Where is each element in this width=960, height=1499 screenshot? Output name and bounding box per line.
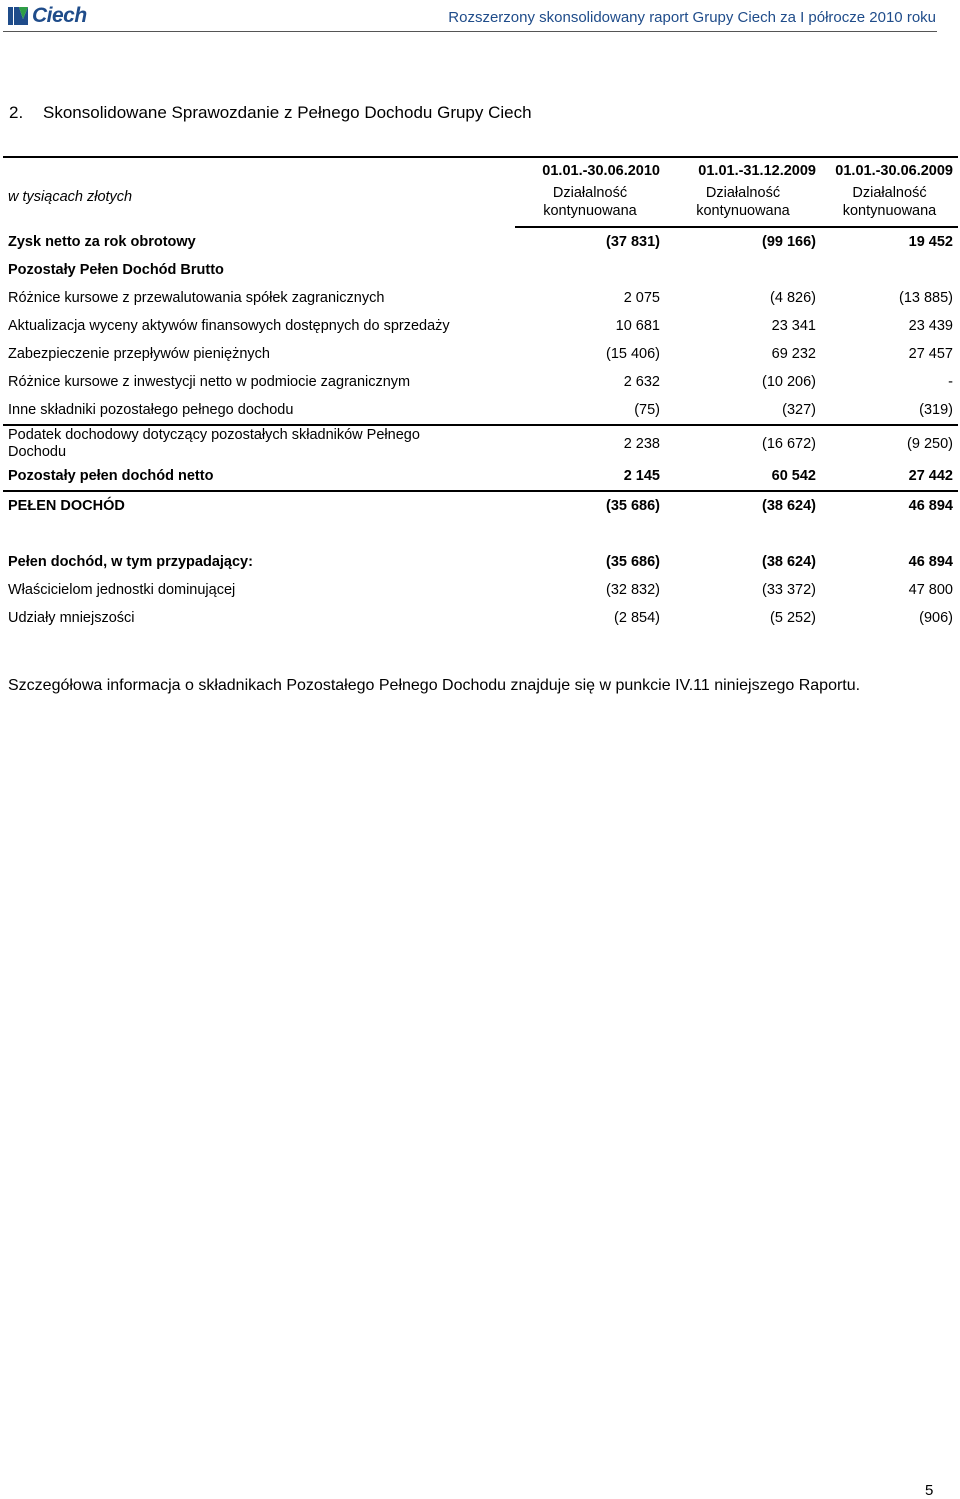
row-value: 27 457: [908, 346, 953, 362]
row-value: (35 686): [605, 554, 660, 570]
row-value: 23 341: [771, 318, 816, 334]
section-title: Skonsolidowane Sprawozdanie z Pełnego Dochodu Grupy Ciech: [43, 103, 532, 122]
row-value: (37 831): [605, 234, 660, 250]
column-subtitle: Działalność: [705, 185, 781, 201]
section-heading: [9, 103, 532, 123]
table-row: [3, 462, 958, 491]
table-spacer: [3, 520, 958, 548]
row-label-line: Dochodu: [8, 444, 67, 460]
row-value: (75): [634, 402, 660, 418]
ciech-logo: [7, 4, 87, 28]
row-value: 23 439: [908, 318, 953, 334]
row-value: [515, 256, 665, 284]
row-value: (2 854): [614, 610, 660, 626]
table-row: [3, 425, 958, 462]
row-value: (13 885): [898, 290, 953, 306]
row-label: Inne składniki pozostałego pełnego dochodu: [8, 402, 294, 418]
row-value: 60 542: [771, 468, 816, 484]
row-label: [3, 425, 515, 462]
row-value: (38 624): [761, 554, 816, 570]
row-label: Pełen dochód, w tym przypadający:: [8, 554, 253, 570]
table-row: [3, 548, 958, 576]
row-label: Aktualizacja wyceny aktywów finansowych dostępnych do sprzedaży: [8, 318, 450, 334]
income-statement-table: [3, 156, 958, 632]
row-value: (4 826): [770, 290, 816, 306]
row-value: (99 166): [761, 234, 816, 250]
report-title: Rozszerzony skonsolidowany raport Grupy Ciech za I półrocze 2010 roku: [448, 9, 936, 26]
row-value: (35 686): [515, 491, 665, 520]
row-label: Udziały mniejszości: [8, 610, 135, 626]
column-subtitle: kontynuowana: [515, 202, 665, 227]
column-subtitle: kontynuowana: [821, 202, 958, 227]
row-value: (906): [919, 610, 953, 626]
row-value: (38 624): [665, 491, 821, 520]
row-value: 2 075: [623, 290, 660, 306]
row-value: 46 894: [821, 491, 958, 520]
table-row: [3, 604, 958, 632]
table-row: [3, 368, 958, 396]
row-value: (32 832): [605, 582, 660, 598]
row-value: 2 632: [623, 374, 660, 390]
column-period: 01.01.-30.06.2010: [515, 157, 665, 184]
row-value: 2 145: [623, 468, 660, 484]
row-label: Zysk netto za rok obrotowy: [8, 233, 196, 250]
table-row: [3, 491, 958, 520]
page-header: [0, 0, 960, 32]
row-label: Różnice kursowe z inwestycji netto w podmiocie zagranicznym: [8, 374, 411, 390]
table-row: [3, 396, 958, 425]
section-number: 2.: [9, 103, 24, 122]
unit-label: w tysiącach złotych: [8, 189, 133, 205]
note-paragraph: Szczegółowa informacja o składnikach Pozostałego Pełnego Dochodu znajduje się w punkcie IV.11 niniejszego Raportu.: [8, 677, 861, 694]
ciech-logo-mark-icon: [7, 6, 29, 26]
row-value: 10 681: [615, 318, 660, 334]
row-value: (10 206): [761, 374, 816, 390]
row-label: Różnice kursowe z przewalutowania spółek zagranicznych: [8, 290, 385, 306]
table-row: [3, 576, 958, 604]
row-value: -: [948, 374, 953, 390]
column-period: 01.01.-31.12.2009: [665, 157, 821, 184]
table-header-row: [3, 157, 958, 184]
row-label: Pozostały Pełen Dochód Brutto: [8, 262, 224, 278]
table-row: [3, 312, 958, 340]
table-row: [3, 340, 958, 368]
column-subtitle: Działalność: [552, 185, 628, 201]
column-subtitle: Działalność: [852, 185, 927, 201]
row-value: 19 452: [908, 234, 953, 250]
row-value: 46 894: [908, 554, 953, 570]
row-value: (33 372): [761, 582, 816, 598]
column-period: 01.01.-30.06.2009: [821, 157, 958, 184]
row-label: Pozostały pełen dochód netto: [8, 468, 214, 484]
row-label-line: Podatek dochodowy dotyczący pozostałych składników Pełnego: [8, 427, 420, 443]
row-value: 47 800: [908, 582, 953, 598]
row-label: Właścicielom jednostki dominującej: [8, 582, 236, 598]
table-row: [3, 284, 958, 312]
row-label: Zabezpieczenie przepływów pieniężnych: [8, 346, 270, 362]
row-value: [821, 256, 958, 284]
row-value: (16 672): [665, 425, 821, 462]
row-value: (5 252): [770, 610, 816, 626]
column-subtitle: kontynuowana: [665, 202, 821, 227]
row-value: (327): [782, 402, 816, 418]
table-row: [3, 256, 958, 284]
row-label: PEŁEN DOCHÓD: [3, 491, 515, 520]
row-value: (15 406): [605, 346, 660, 362]
row-value: (319): [919, 402, 953, 418]
row-value: 69 232: [771, 346, 816, 362]
logo-text: Ciech: [32, 4, 87, 27]
table-row: [3, 227, 958, 256]
row-value: 27 442: [908, 468, 953, 484]
row-value: (9 250): [821, 425, 958, 462]
header-divider: [3, 31, 937, 32]
row-value: [665, 256, 821, 284]
row-value: 2 238: [515, 425, 665, 462]
page-number: 5: [925, 1482, 934, 1499]
